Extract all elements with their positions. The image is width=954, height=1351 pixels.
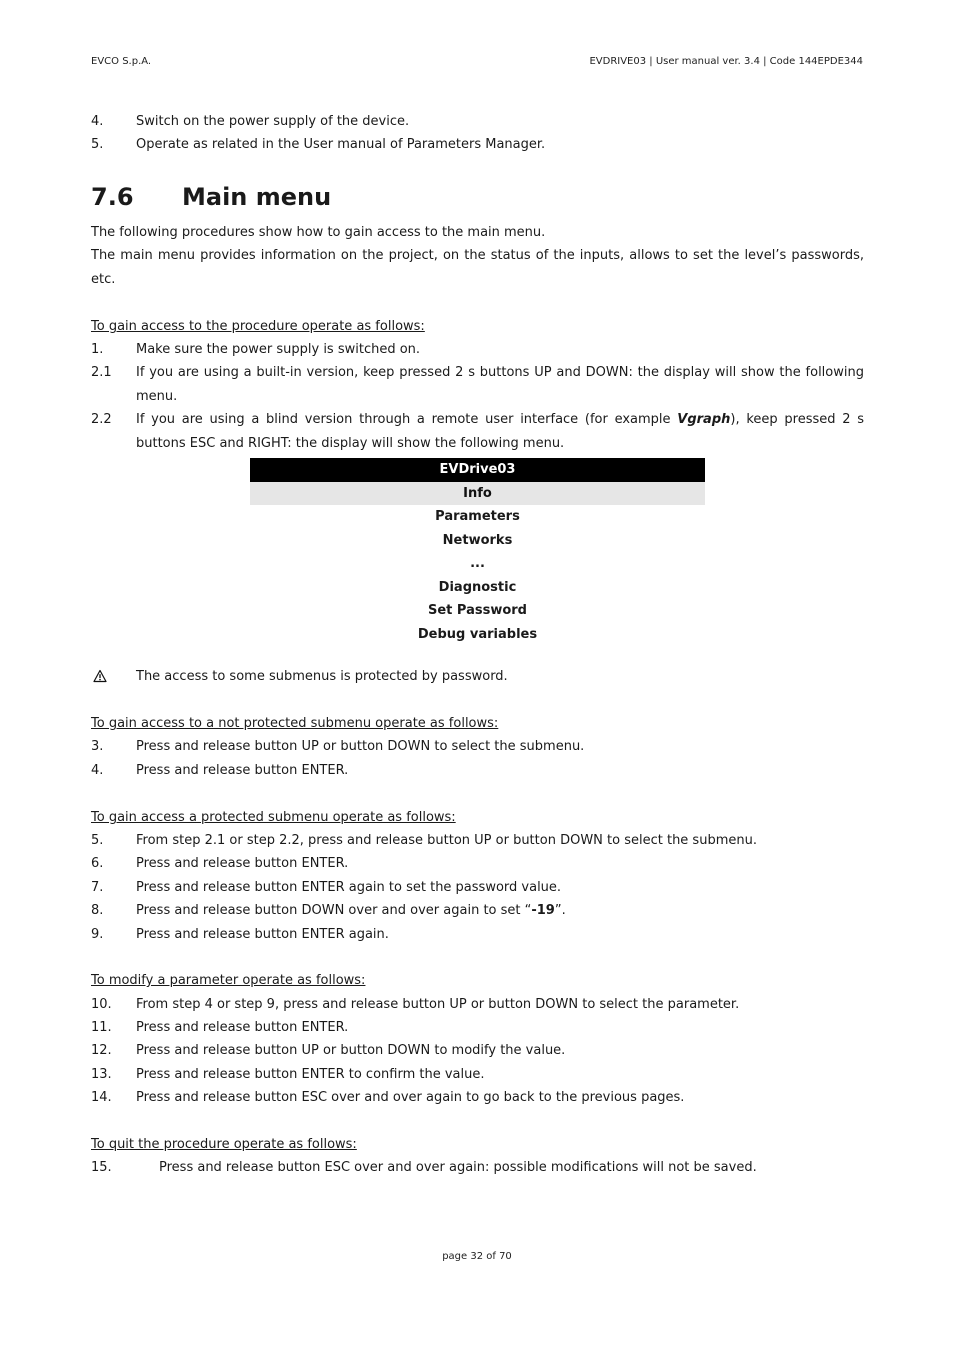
step-number: 8. — [91, 903, 104, 918]
warning-text: The access to some submenus is protected by password. — [136, 669, 508, 684]
menu-item-parameters[interactable]: Parameters — [435, 509, 520, 524]
procedure-heading: To gain access to the procedure operate as follows: — [91, 319, 425, 334]
step-number: 7. — [91, 880, 104, 895]
procedure-heading: To gain access a protected submenu operate as follows: — [91, 810, 456, 825]
step-number: 15. — [91, 1160, 112, 1175]
step-text: Operate as related in the User manual of Parameters Manager. — [136, 137, 546, 152]
step-text-part: ), keep pressed 2 s buttons ESC and RIGHT: the display will show the following menu. — [136, 412, 864, 451]
menu-item-ellipsis: ... — [470, 556, 485, 571]
step-text — [136, 408, 864, 455]
step-text: Press and release button ESC over and over again to go back to the previous pages. — [136, 1090, 685, 1105]
page-number: page 32 of 70 — [442, 1251, 512, 1262]
warning-triangle-icon — [93, 669, 107, 683]
step-number: 9. — [91, 927, 104, 942]
step-number: 10. — [91, 997, 112, 1012]
step-text-part: ”. — [554, 903, 566, 918]
menu-item-diagnostic[interactable]: Diagnostic — [438, 579, 517, 595]
step-text — [136, 899, 864, 923]
step-number: 5. — [91, 137, 104, 152]
step-number: 2.2 — [91, 412, 112, 427]
step-number: 2.1 — [91, 365, 112, 380]
menu-item-set-password[interactable]: Set Password — [427, 603, 527, 618]
step-text: Press and release button ENTER. — [136, 763, 349, 778]
step-text: Press and release button UP or button DOWN to modify the value. — [136, 1043, 566, 1058]
menu-item-networks[interactable]: Networks — [442, 532, 513, 548]
product-name: Vgraph — [677, 412, 731, 427]
step-text: Press and release button ENTER to confirm the value. — [136, 1067, 485, 1082]
header-document-info: EVDRIVE03 | User manual ver. 3.4 | Code 144EPDE344 — [589, 56, 863, 67]
step-text: From step 4 or step 9, press and release button UP or button DOWN to select the parameter. — [136, 997, 740, 1012]
procedure-heading: To quit the procedure operate as follows: — [91, 1137, 357, 1152]
step-number: 4. — [91, 763, 104, 778]
step-text-part: If you are using a blind version through a remote user interface (for example — [136, 412, 678, 427]
step-text: Press and release button ESC over and over again: possible modifications will not be saved. — [159, 1160, 757, 1175]
step-text: If you are using a built-in version, keep pressed 2 s buttons UP and DOWN: the display will show the following menu. — [136, 365, 864, 404]
step-number: 12. — [91, 1043, 112, 1058]
step-text: Press and release button ENTER again. — [136, 927, 389, 942]
step-text: Press and release button ENTER. — [136, 856, 349, 871]
step-text: Press and release button ENTER again to set the password value. — [136, 880, 562, 895]
step-number: 1. — [91, 342, 104, 357]
step-text: Press and release button UP or button DOWN to select the submenu. — [136, 739, 585, 754]
intro-paragraph: The following procedures show how to gain access to the main menu. — [91, 225, 546, 240]
step-number: 13. — [91, 1067, 112, 1082]
display-menu — [250, 458, 705, 646]
step-text: Switch on the power supply of the device. — [136, 114, 410, 129]
procedure-heading: To modify a parameter operate as follows: — [91, 973, 366, 988]
section-number: 7.6 — [91, 183, 134, 211]
menu-item-info[interactable]: Info — [250, 482, 705, 506]
menu-item-debug-variables[interactable]: Debug variables — [417, 626, 538, 642]
step-number: 4. — [91, 114, 104, 129]
step-text: From step 2.1 or step 2.2, press and release button UP or button DOWN to select the submenu. — [136, 833, 757, 848]
step-number: 5. — [91, 833, 104, 848]
step-text-part: Press and release button DOWN over and over again to set “ — [136, 903, 532, 918]
step-number: 14. — [91, 1090, 112, 1105]
procedure-heading: To gain access to a not protected submenu operate as follows: — [91, 716, 499, 731]
section-heading — [91, 180, 331, 214]
step-number: 6. — [91, 856, 104, 871]
step-number: 3. — [91, 739, 104, 754]
header-company: EVCO S.p.A. — [91, 56, 152, 67]
step-number: 11. — [91, 1020, 112, 1035]
password-value: -19 — [531, 903, 555, 918]
step-text: Press and release button ENTER. — [136, 1020, 349, 1035]
menu-title: EVDrive03 — [250, 458, 705, 482]
description-paragraph: The main menu provides information on the project, on the status of the inputs, allows to set the level’s passwords, etc. — [91, 248, 864, 287]
section-title: Main menu — [182, 183, 332, 211]
step-text: Make sure the power supply is switched on. — [136, 342, 421, 357]
